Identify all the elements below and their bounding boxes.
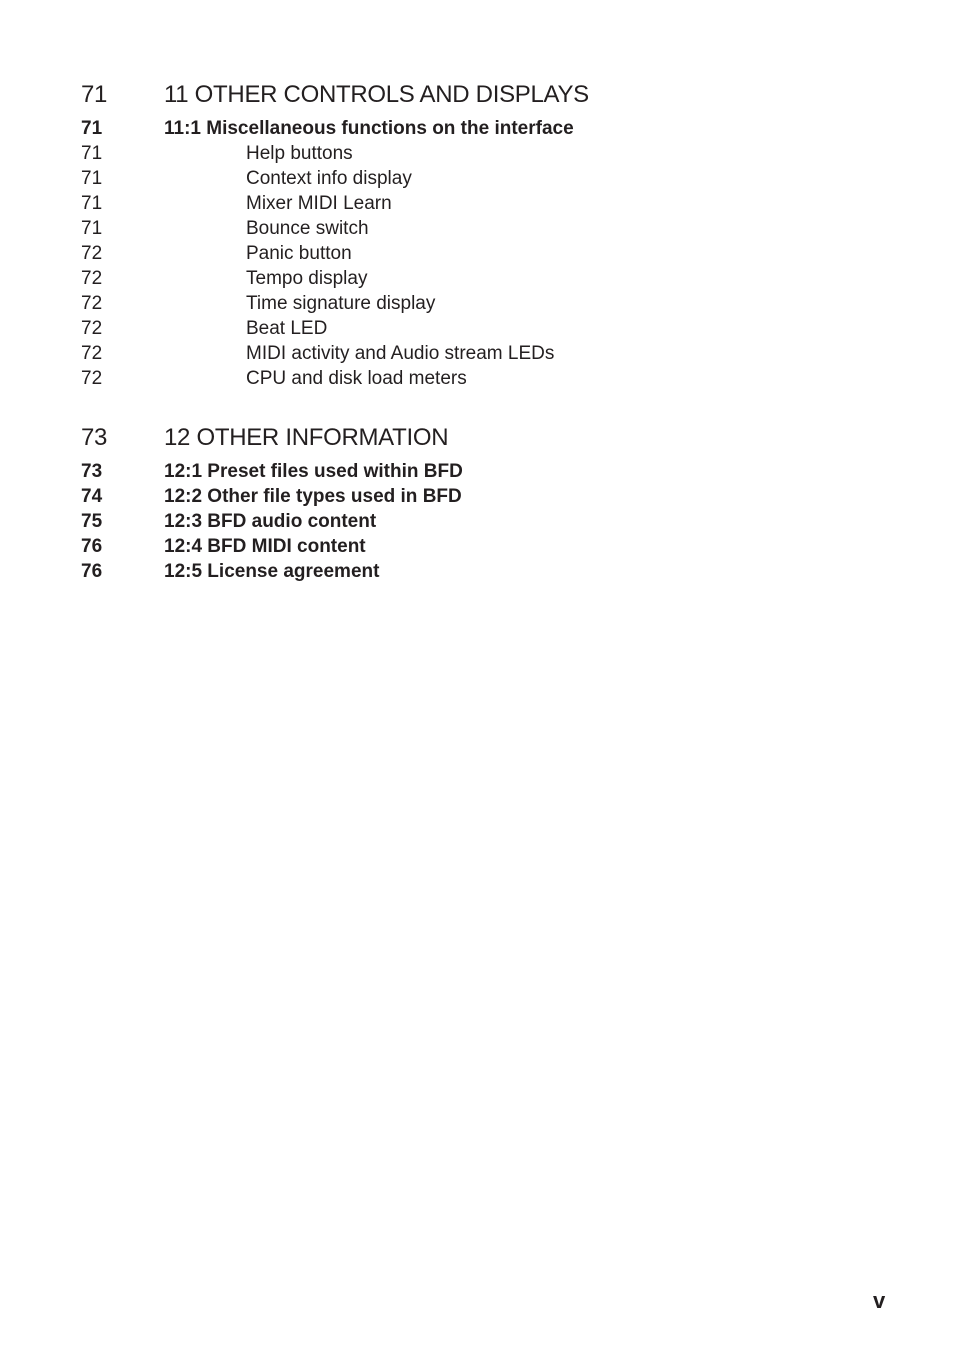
subsection-title: Panic button (246, 243, 352, 264)
section-entry[interactable] (0, 116, 954, 141)
section-entry[interactable] (0, 459, 954, 484)
section-title: 12:4 BFD MIDI content (164, 536, 366, 557)
chapter-heading[interactable] (0, 78, 954, 116)
subsection-page-number: 72 (81, 318, 103, 339)
subsection-title: Time signature display (246, 293, 436, 314)
subsection-title: MIDI activity and Audio stream LEDs (246, 343, 555, 364)
subsection-entry[interactable] (0, 316, 954, 341)
section-page-number: 74 (81, 486, 103, 507)
subsection-page-number: 72 (81, 293, 103, 314)
toc-chapter-12 (0, 421, 954, 584)
subsection-entry[interactable] (0, 141, 954, 166)
chapter-title: 12 OTHER INFORMATION (164, 424, 449, 451)
subsection-page-number: 71 (81, 193, 103, 214)
section-title: 12:5 License agreement (164, 561, 380, 582)
section-page-number: 75 (81, 511, 103, 532)
subsection-page-number: 72 (81, 243, 103, 264)
subsection-page-number: 72 (81, 368, 103, 389)
subsection-title: Context info display (246, 168, 412, 189)
subsection-page-number: 72 (81, 268, 103, 289)
subsection-title: Tempo display (246, 268, 368, 289)
section-title: 12:2 Other file types used in BFD (164, 486, 462, 507)
section-page-number: 76 (81, 561, 103, 582)
subsection-page-number: 72 (81, 343, 103, 364)
subsection-entry[interactable] (0, 366, 954, 391)
section-entry[interactable] (0, 559, 954, 584)
chapter-page-number: 71 (81, 81, 108, 108)
subsection-page-number: 71 (81, 168, 103, 189)
subsection-entry[interactable] (0, 241, 954, 266)
section-page-number: 76 (81, 536, 103, 557)
section-entry[interactable] (0, 484, 954, 509)
subsection-entry[interactable] (0, 341, 954, 366)
subsection-page-number: 71 (81, 143, 103, 164)
chapter-heading[interactable] (0, 421, 954, 459)
section-title: 12:1 Preset files used within BFD (164, 461, 463, 482)
subsection-title: Bounce switch (246, 218, 369, 239)
chapter-title: 11 OTHER CONTROLS AND DISPLAYS (164, 81, 589, 108)
section-page-number: 71 (81, 118, 103, 139)
section-entry[interactable] (0, 509, 954, 534)
chapter-page-number: 73 (81, 424, 108, 451)
subsection-entry[interactable] (0, 216, 954, 241)
section-title: 12:3 BFD audio content (164, 511, 377, 532)
section-title: 11:1 Miscellaneous functions on the interface (164, 118, 574, 139)
subsection-page-number: 71 (81, 218, 103, 239)
subsection-title: Help buttons (246, 143, 353, 164)
page-number: v (873, 1288, 886, 1313)
subsection-entry[interactable] (0, 291, 954, 316)
subsection-title: CPU and disk load meters (246, 368, 467, 389)
subsection-entry[interactable] (0, 266, 954, 291)
subsection-entry[interactable] (0, 191, 954, 216)
subsection-entry[interactable] (0, 166, 954, 191)
subsection-title: Beat LED (246, 318, 328, 339)
subsection-title: Mixer MIDI Learn (246, 193, 392, 214)
section-entry[interactable] (0, 534, 954, 559)
section-page-number: 73 (81, 461, 103, 482)
toc-chapter-11 (0, 78, 954, 391)
